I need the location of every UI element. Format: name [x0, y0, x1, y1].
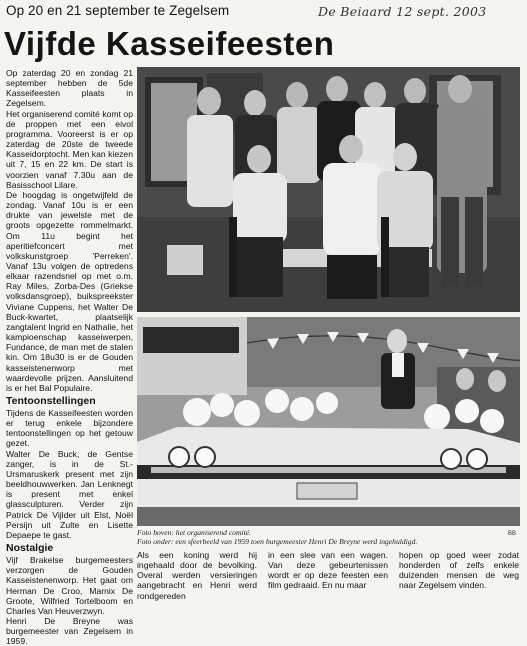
parade-photo: [137, 317, 520, 526]
bottom-column-2: in een slee van een wagen. Van deze gebeurtenissen wordt er op deze feesten een film gedraaid. En nu maar: [268, 550, 388, 591]
parade-photo-illustration: [137, 317, 520, 526]
section-heading-tentoonstellingen: Tentoonstellingen: [6, 395, 96, 407]
section-paragraph: Walter De Buck, de Gentse zanger, is in de St.-Ursmaruskerk present met zijn beeldhouwwerken. Jan Lenknegt is present met enkel glassculpturen. Verder zijn Patrick De Vijlder uit Elst, Noël Persijn uit Zulte en Lisette Depaepe te gast.: [6, 448, 133, 540]
section-heading-nostalgie: Nostalgie: [6, 542, 54, 555]
caption-line-bottom: Foto onder: een sfeerbeeld van 1959 toen burgemeester Henri De Breyne werd ingehuldigd.: [137, 537, 418, 546]
bottom-column-1: Als een koning werd hij ingehaald door de bevolking. Overal werden versieringen aangebracht en Henri werd rondgereden: [137, 550, 257, 601]
section-paragraph: Henri De Breyne was burgemeester van Zegelsem in 1959.: [6, 615, 133, 646]
photo-caption: [137, 528, 520, 546]
group-photo-illustration: [137, 67, 520, 312]
group-photo: [137, 67, 520, 312]
intro-paragraph: Op zaterdag 20 en zondag 21 september hebben de 5de Kasseifeesten plaats in Zegelsem.: [6, 68, 133, 109]
caption-line-top: Foto boven: het organiserend comité.: [137, 528, 251, 537]
kicker-line: Op 20 en 21 september te Zegelsem: [6, 3, 230, 18]
article-left-column: [6, 68, 133, 646]
intro-paragraph: De hoogdag is ongetwijfeld de zondag. Vanaf 10u is er een drukte van jewelste met de groots opgezette rommelmarkt. Om 11u begint het aperitiefconcert met volkskunstgroep 'Perreken'. Vanaf 13u volgen de optredens elkaar razendsnel op met o.m. Ray Miles, Zorba-Des (Griekse volksdansgroep), buikspreekster Viviane Cuppens, het Walter De Buck-kwartet, plaatselijk zangtalent Ingrid en Nathalie, het kampioenschap kasseiwerpen, Fundance, de man met de stalen kin. Om 18u30 is er de Gouden kasseistenenworp met waardevolle prijzen. Aansluitend is er het Bal Populaire.: [6, 189, 133, 393]
page-mark: BB: [508, 531, 517, 537]
intro-paragraph: Het organiserend comité komt op de proppen met een eivol programma. Vooreerst is er op zaterdag de 20ste de tweede Kasseidorptocht. Men kan kiezen uit 7, 15 en 22 km. De start is voorzien vanaf 7.30u aan de Basisschool Lilare.: [6, 108, 133, 190]
handwritten-source-note: De Beiaard 12 sept. 2003: [318, 4, 487, 19]
section-paragraph: Vijf Brakelse burgemeesters verzorgen de Gouden Kasseistenenworp. Het gaat om Herman De Croo, Marnix De Groote, Wilfried Tortelboom en Charles Van Heuverzwyn.: [6, 555, 133, 616]
section-paragraph: Tijdens de Kasseifeesten worden er terug enkele bijzondere tentoonstellingen op het getouw gezet.: [6, 408, 133, 449]
bottom-column-3: hopen op goed weer zodat honderden of zelfs enkele duizenden mensen de weg naar Zegelsem vinden.: [399, 550, 519, 591]
headline: Vijfde Kasseifeesten: [4, 25, 335, 62]
